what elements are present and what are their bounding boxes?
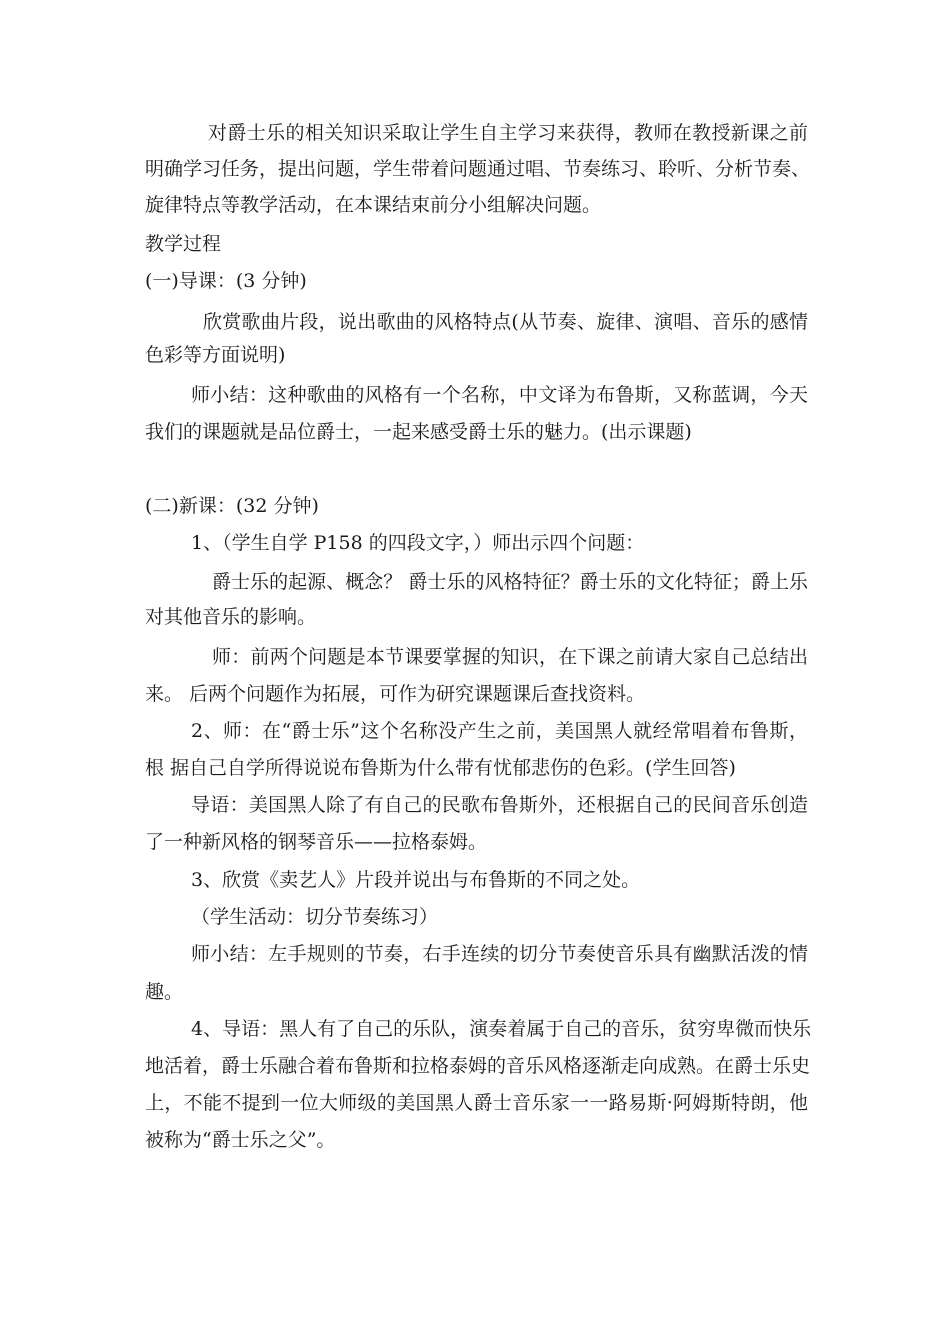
body-text-line: 明确学习任务，提出问题，学生带着问题通过唱、节奏练习、聆听、分析节奏、 bbox=[145, 158, 811, 180]
body-text-line: 师小结：左手规则的节奏，右手连续的切分节奏使音乐具有幽默活泼的情 bbox=[191, 943, 808, 965]
body-text-line: 欣赏歌曲片段，说出歌曲的风格特点(从节奏、旋律、演唱、音乐的感情 bbox=[203, 311, 808, 333]
body-text-line: 根 据自己自学所得说说布鲁斯为什么带有忧郁悲伤的色彩。(学生回答) bbox=[145, 757, 736, 779]
body-text-line: 来。 后两个问题作为拓展，可作为研究课题课后查找资料。 bbox=[145, 683, 646, 705]
body-text-line: 趣。 bbox=[145, 981, 184, 1003]
body-text-line: 对爵士乐的相关知识采取让学生自主学习来获得，教师在教授新课之前 bbox=[208, 122, 808, 144]
body-text-line: 对其他音乐的影响。 bbox=[145, 606, 317, 628]
body-text-line: 地活着，爵士乐融合着布鲁斯和拉格泰姆的音乐风格逐渐走向成熟。在爵士乐史 bbox=[145, 1055, 811, 1077]
body-text-line: 色彩等方面说明) bbox=[145, 344, 286, 366]
body-text-line: 被称为“爵士乐之父”。 bbox=[145, 1129, 336, 1151]
body-text-line: 我们的课题就是品位爵士，一起来感受爵士乐的魅力。(出示课题) bbox=[145, 421, 692, 443]
body-text-line: 1、（学生自学 P158 的四段文字，）师出示四个问题： bbox=[191, 532, 645, 554]
body-text-line: 3、欣赏《卖艺人》片段并说出与布鲁斯的不同之处。 bbox=[191, 869, 641, 891]
body-text-line: 2、师：在“爵士乐”这个名称没产生之前，美国黑人就经常唱着布鲁斯， bbox=[191, 720, 808, 742]
section-subheading: (二)新课：(32 分钟) bbox=[145, 495, 319, 517]
body-text-line: 师：前两个问题是本节课要掌握的知识，在下课之前请大家自己总结出 bbox=[212, 646, 808, 668]
body-text-line: 上，不能不提到一位大师级的美国黑人爵士音乐家一一路易斯·阿姆斯特朗，他 bbox=[145, 1092, 808, 1114]
section-subheading: (一)导课：(3 分钟) bbox=[145, 270, 307, 292]
body-text-line: 旋律特点等教学活动，在本课结束前分小组解决问题。 bbox=[145, 194, 602, 216]
body-text-line: （学生活动：切分节奏练习） bbox=[191, 906, 439, 928]
body-text-line: 导语：美国黑人除了有自己的民歌布鲁斯外，还根据自己的民间音乐创造 bbox=[191, 794, 808, 816]
section-heading: 教学过程 bbox=[145, 233, 222, 255]
body-text-line: 4、导语：黑人有了自己的乐队，演奏着属于自己的音乐，贫穷卑微而快乐 bbox=[191, 1018, 812, 1040]
body-text-line: 爵士乐的起源、概念？ 爵士乐的风格特征？爵士乐的文化特征；爵上乐 bbox=[212, 571, 808, 593]
body-text-line: 了一种新风格的钢琴音乐——拉格泰姆。 bbox=[145, 831, 488, 853]
body-text-line: 师小结：这种歌曲的风格有一个名称，中文译为布鲁斯，又称蓝调，今天 bbox=[191, 384, 808, 406]
